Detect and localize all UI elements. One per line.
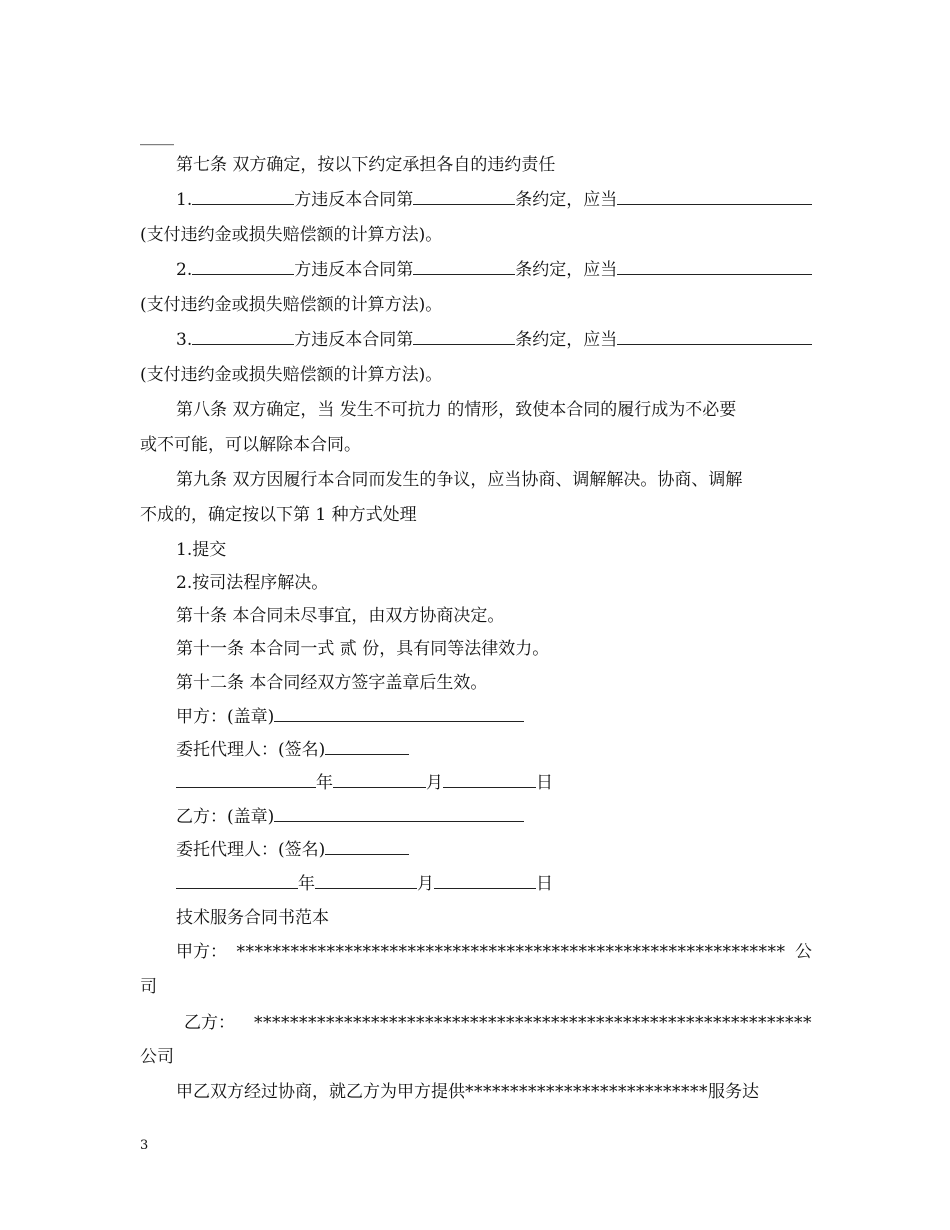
- party-b-agent-label: 委托代理人：(签名): [176, 840, 326, 860]
- seal-blank: [274, 705, 524, 722]
- art7-item-1-tail: (支付违约金或损失赔偿额的计算方法)。: [140, 225, 443, 245]
- yi-wrap: 公司: [140, 1047, 174, 1067]
- last-line: [176, 1080, 812, 1104]
- last-suffix: 服务达: [708, 1082, 759, 1102]
- signature-blank: [325, 838, 409, 855]
- year-label: 年: [298, 874, 315, 894]
- party-a-date: [176, 771, 812, 795]
- year-blank: [176, 771, 316, 788]
- art9-line-1: 第九条 双方因履行本合同而发生的争议，应当协商、调解解决。协商、调解: [176, 470, 743, 490]
- art7-item-1: [176, 188, 812, 212]
- art8-line-2: 或不可能，可以解除本合同。: [140, 435, 361, 455]
- blank-field: [192, 258, 294, 275]
- yi-label: 乙方：: [184, 1013, 235, 1033]
- party-b-date: [176, 872, 812, 896]
- day-label: 日: [536, 874, 553, 894]
- jia-suffix: 公: [795, 942, 812, 962]
- blank-field: [192, 328, 294, 345]
- month-blank: [315, 872, 417, 889]
- day-blank: [434, 872, 536, 889]
- item-text: 方违反本合同第: [294, 330, 414, 350]
- party-a-seal: [176, 705, 812, 729]
- month-label: 月: [417, 874, 434, 894]
- party-b-agent: [176, 838, 812, 862]
- top-rule: ____: [140, 126, 174, 146]
- party-b-seal: [176, 805, 812, 829]
- month-label: 月: [426, 773, 443, 793]
- template-title: 技术服务合同书范本: [176, 908, 329, 928]
- last-stars: ***************************: [465, 1082, 708, 1102]
- seal-blank: [274, 805, 524, 822]
- year-blank: [176, 872, 298, 889]
- party-a-agent-label: 委托代理人：(签名): [176, 740, 326, 760]
- party-a-seal-label: 甲方：(盖章): [176, 707, 275, 727]
- signature-blank: [325, 738, 409, 755]
- blank-field: [192, 188, 294, 205]
- art10: 第十条 本合同未尽事宜，由双方协商决定。: [176, 606, 505, 626]
- item-text: 条约定，应当: [515, 190, 618, 210]
- blank-field: [617, 258, 812, 275]
- party-a-agent: [176, 738, 812, 762]
- item-text: 方违反本合同第: [294, 190, 414, 210]
- yi-line: [184, 1011, 812, 1035]
- item-text: 方违反本合同第: [294, 260, 414, 280]
- jia-label: 甲方：: [176, 942, 227, 962]
- art7-item-3: [176, 328, 812, 352]
- art7-item-2: [176, 258, 812, 282]
- last-prefix: 甲乙双方经过协商，就乙方为甲方提供: [176, 1082, 465, 1102]
- blank-field: [413, 328, 515, 345]
- day-blank: [443, 771, 536, 788]
- art7-title: 第七条 双方确定，按以下约定承担各自的违约责任: [176, 155, 556, 175]
- blank-field: [617, 328, 812, 345]
- art12: 第十二条 本合同经双方签字盖章后生效。: [176, 673, 488, 693]
- art9-option-2: 2.按司法程序解决。: [176, 573, 329, 593]
- art9-option-1: 1.提交: [176, 540, 227, 560]
- year-label: 年: [316, 773, 333, 793]
- item-number: 1.: [176, 190, 193, 210]
- item-number: 3.: [176, 330, 193, 350]
- art7-item-3-tail: (支付违约金或损失赔偿额的计算方法)。: [140, 365, 443, 385]
- blank-field: [413, 188, 515, 205]
- art11: 第十一条 本合同一式 贰 份，具有同等法律效力。: [176, 639, 550, 659]
- yi-stars: **************************************************************: [254, 1013, 812, 1033]
- item-number: 2.: [176, 260, 193, 280]
- page-number: 3: [140, 1138, 149, 1153]
- item-text: 条约定，应当: [515, 330, 618, 350]
- month-blank: [333, 771, 426, 788]
- jia-stars: *************************************************************: [236, 942, 786, 962]
- item-text: 条约定，应当: [515, 260, 618, 280]
- jia-wrap: 司: [140, 977, 157, 997]
- art9-line-2: 不成的，确定按以下第 1 种方式处理: [140, 505, 417, 525]
- party-b-seal-label: 乙方：(盖章): [176, 807, 275, 827]
- blank-field: [413, 258, 515, 275]
- art7-item-2-tail: (支付违约金或损失赔偿额的计算方法)。: [140, 295, 443, 315]
- day-label: 日: [536, 773, 553, 793]
- art8-line-1: 第八条 双方确定，当 发生不可抗力 的情形，致使本合同的履行成为不必要: [176, 400, 737, 420]
- blank-field: [617, 188, 812, 205]
- jia-line: [176, 940, 812, 964]
